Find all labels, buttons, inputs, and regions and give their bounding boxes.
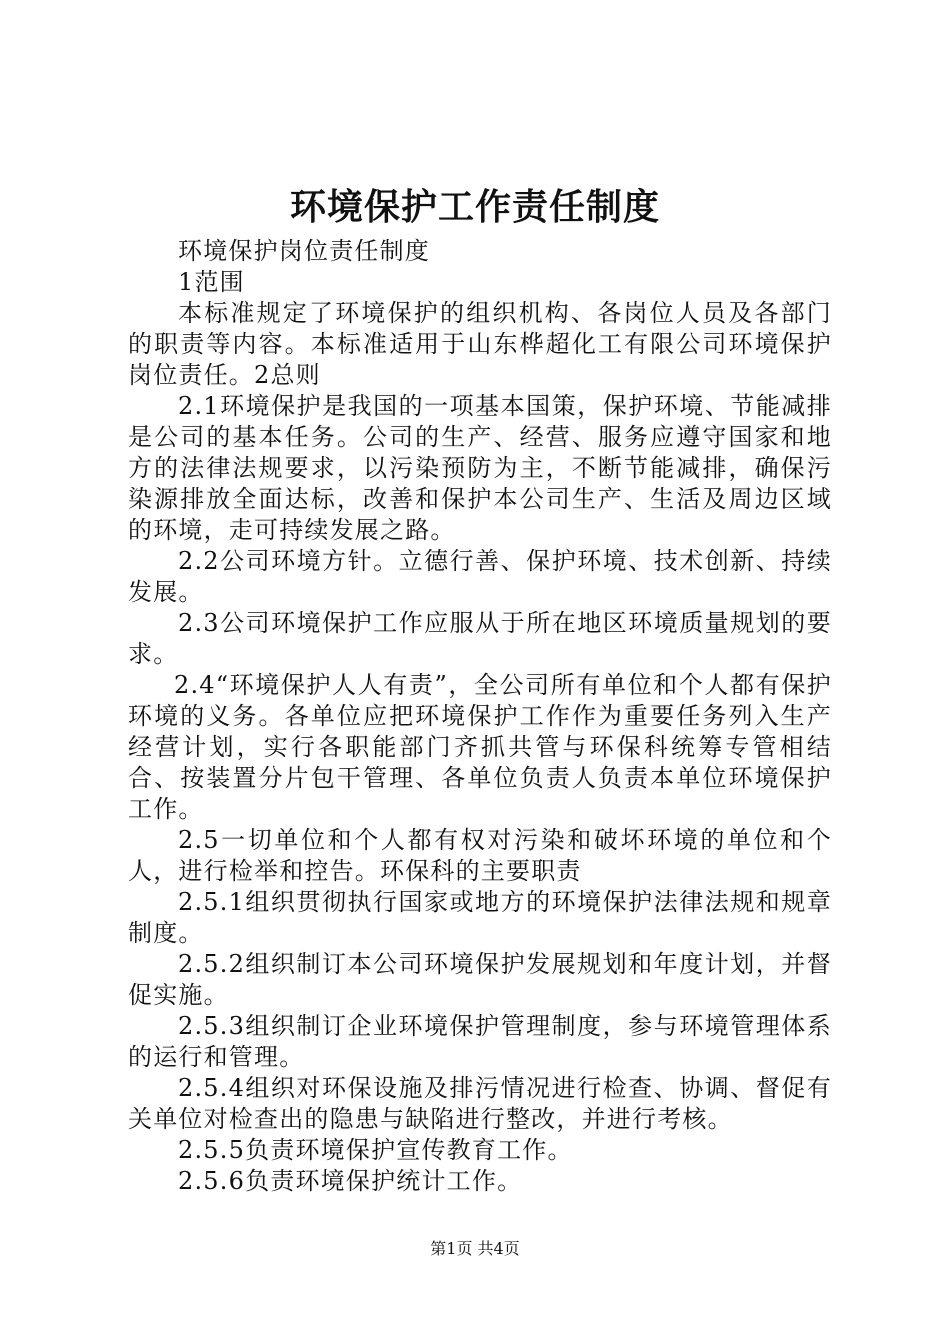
paragraph: 2.3公司环境保护工作应服从于所在地区环境质量规划的要求。	[128, 609, 832, 668]
paragraph: 2.5.5负责环境保护宣传教育工作。	[178, 1136, 573, 1164]
paragraph: 2.5.1组织贯彻执行国家或地方的环境保护法律法规和规章制度。	[128, 888, 832, 947]
paragraph: 本标准规定了环境保护的组织机构、各岗位人员及各部门的职责等内容。本标准适用于山东桦超化工有限公司环境保护岗位责任。2总则	[128, 299, 832, 389]
paragraph: 2.2公司环境方针。立德行善、保护环境、技术创新、持续发展。	[128, 547, 832, 606]
paragraph: 2.5一切单位和个人都有权对污染和破坏环境的单位和个人，进行检举和控告。环保科的主要职责	[128, 826, 832, 885]
paragraph: 2.5.3组织制订企业环境保护管理制度，参与环境管理体系的运行和管理。	[128, 1012, 832, 1071]
paragraph: 2.5.6负责环境保护统计工作。	[178, 1167, 523, 1195]
document-body	[128, 236, 832, 1197]
paragraph: 环境保护岗位责任制度	[178, 237, 430, 265]
paragraph: 1范围	[178, 268, 245, 296]
page-footer: 第1页 共4页	[430, 1239, 520, 1258]
document-title: 环境保护工作责任制度	[289, 187, 660, 228]
paragraph: 2.4“环境保护人人有责”，全公司所有单位和个人都有保护环境的义务。各单位应把环境保护工作作为重要任务列入生产经营计划，实行各职能部门齐抓共管与环保科统筹专管相结合、按装置分片包干管理、各单位负责人负责本单位环境保护工作。	[128, 671, 832, 823]
paragraph: 2.1环境保护是我国的一项基本国策，保护环境、节能减排是公司的基本任务。公司的生产、经营、服务应遵守国家和地方的法律法规要求，以污染预防为主，不断节能减排，确保污染源排放全面达标，改善和保护本公司生产、生活及周边区域的环境，走可持续发展之路。	[128, 392, 832, 544]
paragraph: 2.5.4组织对环保设施及排污情况进行检查、协调、督促有关单位对检查出的隐患与缺陷进行整改，并进行考核。	[128, 1074, 832, 1133]
paragraph: 2.5.2组织制订本公司环境保护发展规划和年度计划，并督促实施。	[128, 950, 832, 1009]
